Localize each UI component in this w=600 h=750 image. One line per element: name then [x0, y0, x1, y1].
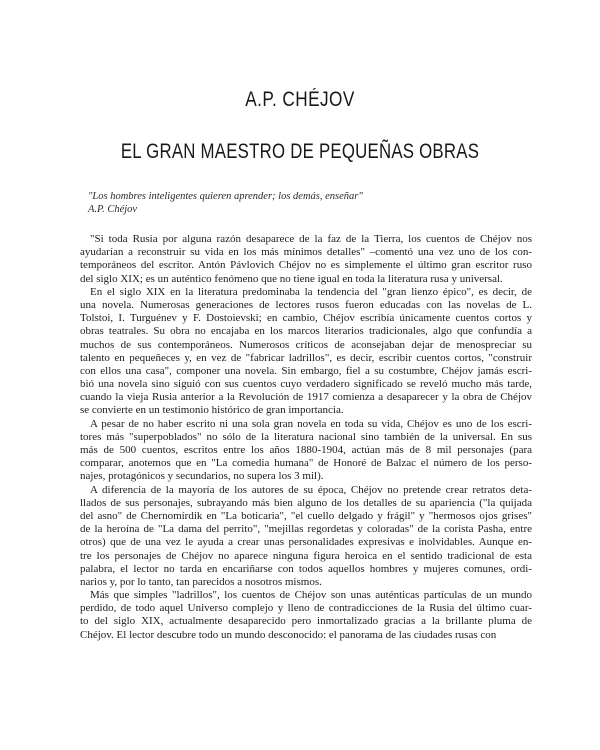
paragraph [80, 286, 532, 418]
text-line: najes, protagónicos y secundarios, no supera los 3 mil). [80, 470, 324, 483]
text-line: A pesar de no haber escrito ni una sola gran novela en toda su vida, Chéjov es uno de los escri- [90, 417, 532, 430]
epigraph [88, 190, 528, 216]
chapter-title: EL GRAN MAESTRO DE PEQUEÑAS OBRAS [120, 140, 480, 163]
text-line: con ellos una casa", componer una novela. Sin embargo, fiel a su costumbre, Chéjov jamás escri- [80, 364, 532, 377]
text-line: "Si toda Rusia por alguna razón desaparece de la faz de la Tierra, los cuentos de Chéjov nos [90, 233, 532, 245]
epigraph-attribution: A.P. Chéjov [88, 204, 138, 215]
epigraph-quote: "Los hombres inteligentes quieren aprender; los demás, enseñar" [88, 191, 363, 202]
paragraph [80, 233, 532, 286]
paragraph [80, 484, 532, 590]
text-line: A diferencia de la mayoría de los autores de su época, Chéjov no pretende crear retratos deta- [90, 483, 532, 496]
author-heading: A.P. CHÉJOV [245, 88, 355, 111]
text-line: temporáneos del escritor. Antón Pávlovich Chéjov no es simplemente el último gran escritor ruso [80, 259, 532, 272]
text-line: comparar, anotemos que en "La comedia humana" de Honoré de Balzac el número de los perso- [80, 457, 532, 470]
text-line: una novela. Numerosas generaciones de lectores rusos fueron educadas con las novelas de L. [80, 298, 532, 311]
text-line: del asno" de Chernomírdik en "La boticaria", "el cuello delgado y frágil" y "hermosos ojos grises" [80, 509, 532, 522]
text-line: to del siglo XIX, actualmente desaparecido pero inmortalizado gracias a la brillante pluma de [80, 615, 532, 628]
text-line: cuando la vieja Rusia anterior a la Revolución de 1917 comienza a desaparecer y la obra de Chéjov [80, 391, 532, 404]
text-line: más de 500 cuentos, escritos entre los años 1880-1904, actúan más de 8 mil personajes (para [80, 444, 532, 456]
text-line: tre los personajes de Chéjov no aparece ninguna figura heroica en el sentido tradicional de esta [80, 549, 532, 562]
body-text [80, 233, 532, 642]
text-line: del siglo XIX; es un auténtico fenómeno que no tiene igual en toda la literatura rusa y universal. [80, 272, 503, 285]
text-line: Más que simples "ladrillos", los cuentos de Chéjov son unas auténticas partículas de un mundo [90, 589, 532, 602]
text-line: ayudarían a reconstruir su vida en los más mínimos detalles" –comentó una vez uno de los con- [80, 246, 532, 259]
text-line: de la heroína de "La dama del perrito", "mejillas regordetas y coloradas" de la corista Pasha, entre [80, 523, 532, 536]
paragraph [80, 589, 532, 642]
text-line: palabra, el lector no tarda en encariñarse con todos aquellos hombres y mujeres comunes, ordi- [80, 562, 532, 575]
text-line: obras teatrales. Su obra no encajaba en los marcos literarios tradicionales, algo que confundía a [80, 325, 532, 338]
text-line: muchos de sus contemporáneos. Numerosos críticos de aconsejaban dejar de menospreciar su [80, 338, 532, 351]
text-line: llados de sus personajes, subrayando más bien alguno de los detalles de su apariencia ("la quijada [80, 496, 532, 509]
paragraph [80, 418, 532, 484]
text-line: narios y, por lo tanto, tan parecidos a nosotros mismos. [80, 575, 322, 588]
text-line: talento en pequeñeces y, en vez de "fabricar ladrillos", es decir, escribir cuentos cortos, "construir [80, 351, 532, 364]
text-line: se convierte en un testimonio histórico de gran importancia. [80, 404, 344, 417]
text-line: bió una novela sino siguió con sus cuentos cuyo verdadero significado se reveló mucho más tarde, [80, 378, 532, 391]
text-line: Chéjov. El lector descubre todo un mundo desconocido: el panorama de las ciudades rusas con [80, 628, 497, 641]
text-line: Tolstoi, I. Turguénev y F. Dostoievski; en cambio, Chéjov escribía únicamente cuentos cortos y [80, 312, 532, 325]
text-line: En el siglo XIX en la literatura predominaba la tendencia del "gran lienzo épico", es decir, de [90, 285, 532, 298]
text-line: otros) que de una vez le ayuda a crear unas personalidades expresivas e inolvidables. Aunque en- [80, 536, 532, 549]
text-line: perdido, de todo aquel Universo complejo y lleno de contradicciones de la Rusia del último cuar- [80, 602, 532, 615]
text-line: tores más "superpoblados" no sólo de la literatura nacional sino también de la universal. En sus [80, 430, 532, 443]
